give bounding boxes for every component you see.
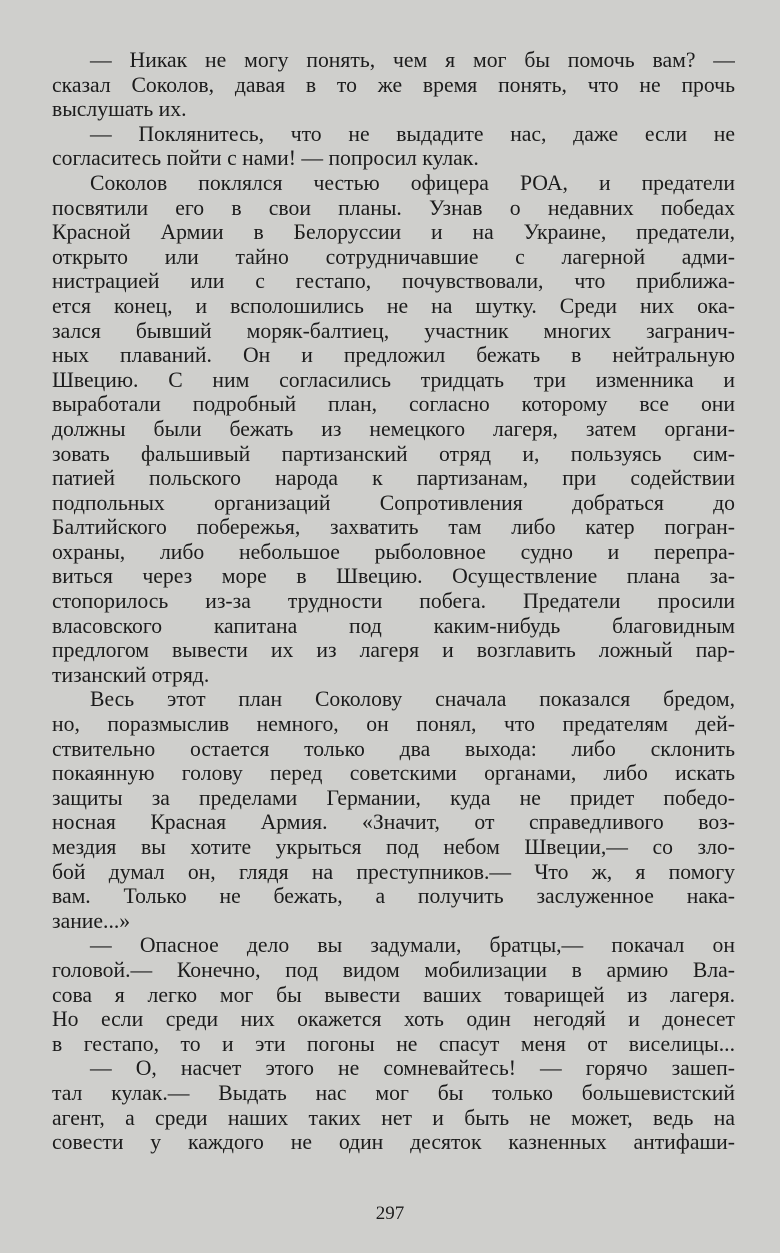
- text-line: зался бывший моряк-балтиец, участник многих загранич-: [52, 318, 735, 343]
- text-line: посвятили его в свои планы. Узнав о недавних победах: [52, 195, 735, 220]
- text-line: — О, насчет этого не сомневайтесь! — горячо зашеп-: [90, 1056, 735, 1081]
- text-line: — Никак не могу понять, чем я мог бы помочь вам? —: [90, 48, 735, 72]
- text-line: Балтийского побережья, захватить там либо катер погран-: [52, 515, 735, 540]
- text-line: тал кулак.— Выдать нас мог бы только большевистский: [52, 1080, 735, 1105]
- text-line: Красной Армии в Белоруссии и на Украине, предатели,: [52, 220, 735, 245]
- text-line: покаянную голову перед советскими органами, либо искать: [52, 761, 735, 786]
- text-line: Весь этот план Соколову сначала показался бредом,: [90, 687, 735, 712]
- text-line: виться через море в Швецию. Осуществление плана за-: [52, 564, 735, 589]
- text-line: сова я легко мог бы вывести ваших товарищей из лагеря.: [52, 982, 735, 1007]
- text-line: головой.— Конечно, под видом мобилизации в армию Вла-: [52, 957, 735, 982]
- text-line: власовского капитана под каким-нибудь благовидным: [52, 613, 735, 638]
- text-line: Швецию. С ним согласились тридцать три изменника и: [52, 367, 735, 392]
- text-line: выработали подробный план, согласно которому все они: [52, 392, 735, 417]
- text-line: ствительно остается только два выхода: либо склонить: [52, 736, 735, 761]
- text-line: бой думал он, глядя на преступников.— Что ж, я помогу: [52, 859, 735, 884]
- text-line: но, поразмыслив немного, он понял, что предателям дей-: [52, 712, 735, 737]
- body-text: [52, 48, 735, 1155]
- text-line: агент, а среди наших таких нет и быть не может, ведь на: [52, 1105, 735, 1130]
- text-line: — Поклянитесь, что не выдадите нас, даже если не: [90, 121, 735, 146]
- text-line: должны были бежать из немецкого лагеря, затем органи-: [52, 416, 735, 441]
- text-line: — Опасное дело вы задумали, братцы,— покачал он: [90, 933, 735, 958]
- text-line: зовать фальшивый партизанский отряд и, пользуясь сим-: [52, 441, 735, 466]
- text-line: подпольных организаций Сопротивления добраться до: [52, 490, 735, 515]
- text-line: в гестапо, то и эти погоны не спасут меня от виселицы...: [52, 1031, 735, 1056]
- text-line: Но если среди них окажется хоть один негодяй и донесет: [52, 1007, 735, 1032]
- text-line: выслушать их.: [52, 97, 187, 122]
- text-line: нистрацией или с гестапо, почувствовали, что приближа-: [52, 269, 735, 294]
- text-line: Соколов поклялся честью офицера РОА, и предатели: [90, 170, 735, 195]
- text-line: вам. Только не бежать, а получить заслуженное нака-: [52, 884, 735, 909]
- text-line: защиты за пределами Германии, куда не придет победо-: [52, 785, 735, 810]
- text-line: мездия вы хотите укрыться под небом Швеции,— со зло-: [52, 835, 735, 859]
- text-line: патией польского народа к партизанам, при содействии: [52, 466, 735, 491]
- text-line: ется конец, и всполошились не на шутку. Среди них ока-: [52, 293, 735, 318]
- page-number: 297: [375, 1203, 405, 1224]
- text-line: сказал Соколов, давая в то же время понять, что не прочь: [52, 72, 735, 97]
- text-line: согласитесь пойти с нами! — попросил кулак.: [52, 146, 479, 171]
- text-line: тизанский отряд.: [52, 662, 210, 687]
- text-line: стопорилось из-за трудности побега. Предатели просили: [52, 589, 735, 614]
- text-line: совести у каждого не один десяток казненных антифаши-: [52, 1130, 735, 1155]
- text-line: охраны, либо небольшое рыболовное судно и перепра-: [52, 539, 735, 564]
- text-line: предлогом вывести их из лагеря и возглавить ложный пар-: [52, 638, 735, 663]
- text-line: открыто или тайно сотрудничавшие с лагерной адми-: [52, 244, 735, 269]
- text-line: ных плаваний. Он и предложил бежать в нейтральную: [52, 343, 735, 368]
- text-line: зание...»: [52, 908, 131, 933]
- text-line: носная Красная Армия. «Значит, от справедливого воз-: [52, 810, 735, 835]
